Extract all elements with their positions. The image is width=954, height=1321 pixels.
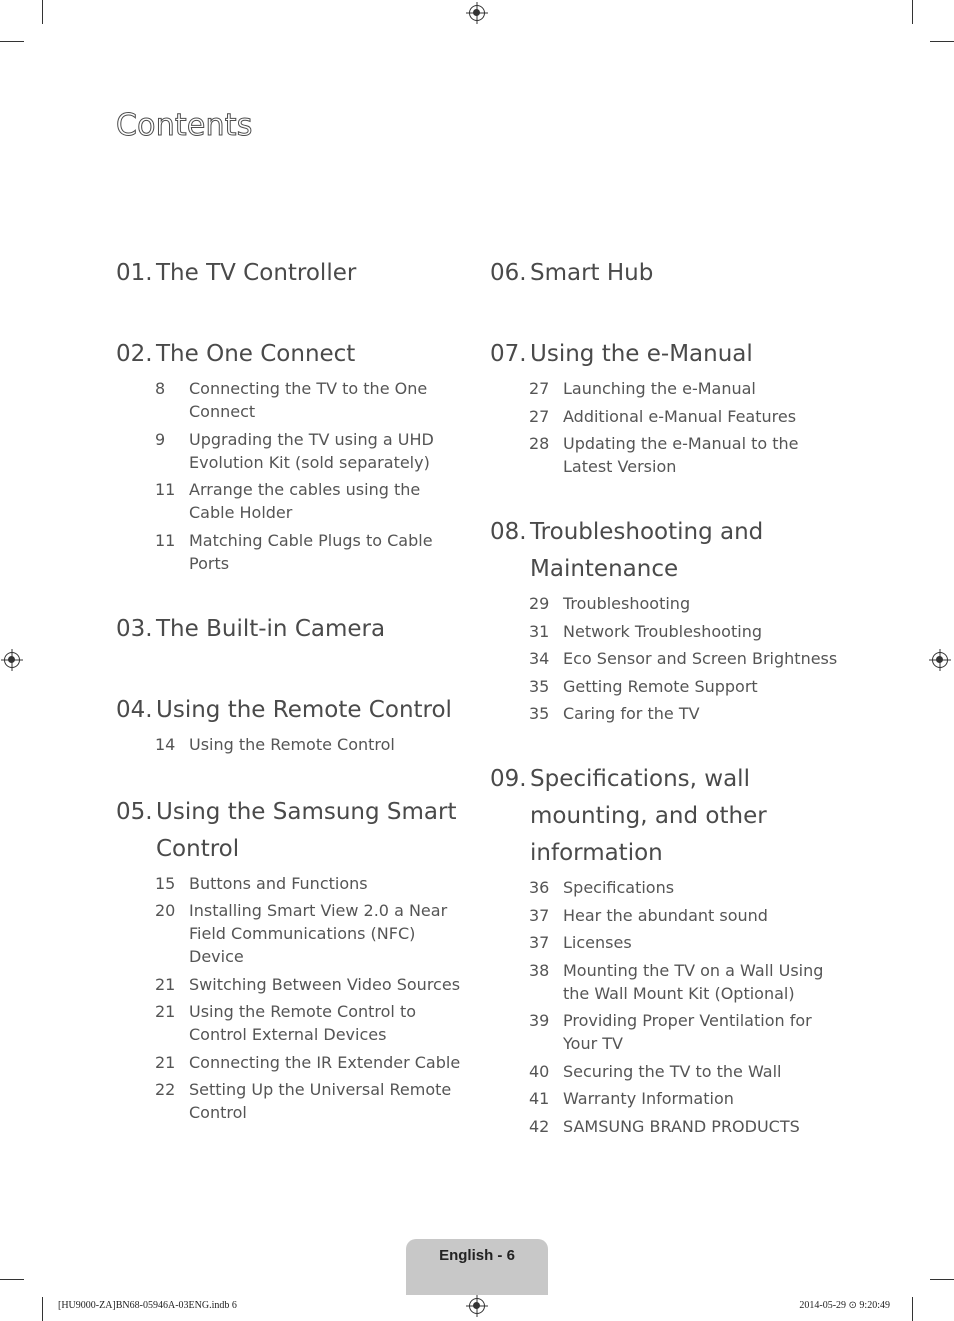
section-number: 02. bbox=[116, 341, 153, 367]
entry-label: Connecting the TV to the One Connect bbox=[189, 379, 428, 421]
section-heading[interactable] bbox=[490, 514, 840, 588]
toc-entry[interactable] bbox=[490, 647, 840, 670]
entry-page: 42 bbox=[529, 1116, 550, 1136]
toc-section bbox=[116, 692, 466, 756]
entry-page: 36 bbox=[529, 878, 550, 897]
entry-label: Matching Cable Plugs to Cable Ports bbox=[189, 530, 433, 573]
entry-page: 31 bbox=[529, 621, 550, 641]
entry-page: 41 bbox=[529, 1089, 550, 1108]
toc-entry[interactable] bbox=[490, 1115, 840, 1138]
toc-entry[interactable] bbox=[116, 377, 466, 423]
entry-label: Connecting the IR Extender Cable bbox=[189, 1052, 461, 1072]
entry-label: Arrange the cables using the Cable Holder bbox=[189, 480, 421, 522]
toc-entry[interactable] bbox=[490, 1060, 840, 1083]
toc-entry[interactable] bbox=[490, 405, 840, 428]
section-title: Using the Remote Control bbox=[156, 696, 452, 723]
toc-entry[interactable] bbox=[116, 1000, 466, 1046]
registration-mark-icon bbox=[4, 652, 20, 668]
section-heading[interactable] bbox=[490, 336, 840, 373]
entry-page: 21 bbox=[155, 1052, 176, 1072]
entry-page: 34 bbox=[529, 649, 550, 668]
entry-page: 9 bbox=[155, 429, 166, 449]
section-heading[interactable] bbox=[116, 336, 466, 373]
entry-page: 14 bbox=[155, 734, 176, 754]
entry-label: Caring for the TV bbox=[563, 704, 700, 723]
crop-mark bbox=[42, 1297, 43, 1321]
toc-entry[interactable] bbox=[116, 872, 466, 895]
entry-label: Troubleshooting bbox=[563, 594, 691, 613]
toc-column-right bbox=[490, 255, 840, 1142]
entry-label: Launching the e-Manual bbox=[563, 379, 756, 398]
page-number-tab: English - 6 bbox=[406, 1239, 548, 1295]
entry-label: Securing the TV to the Wall bbox=[563, 1061, 782, 1081]
section-number: 06. bbox=[490, 260, 527, 286]
section-title: The One Connect bbox=[156, 341, 356, 367]
toc-entry[interactable] bbox=[116, 529, 466, 575]
entry-page: 35 bbox=[529, 676, 550, 696]
crop-mark bbox=[0, 41, 24, 42]
toc-entry[interactable] bbox=[490, 959, 840, 1005]
section-title: Specifications, wall mounting, and other information bbox=[530, 766, 767, 866]
toc-section bbox=[116, 794, 466, 1125]
entry-label: Using the Remote Control to Control External Devices bbox=[189, 1002, 417, 1044]
section-number: 09. bbox=[490, 766, 527, 792]
entry-label: Switching Between Video Sources bbox=[189, 974, 461, 994]
section-title: Using the e-Manual bbox=[530, 341, 753, 367]
section-number: 08. bbox=[490, 519, 527, 545]
entry-label: Specifications bbox=[563, 878, 675, 897]
toc-entry[interactable] bbox=[490, 1009, 840, 1055]
crop-mark bbox=[930, 1279, 954, 1280]
entry-label: Installing Smart View 2.0 a Near Field Communications (NFC) Device bbox=[189, 901, 448, 966]
toc-entry[interactable] bbox=[490, 931, 840, 954]
entry-page: 38 bbox=[529, 960, 550, 980]
entry-page: 40 bbox=[529, 1061, 550, 1081]
toc-entry[interactable] bbox=[490, 592, 840, 615]
entry-label: Licenses bbox=[563, 933, 632, 952]
entry-page: 35 bbox=[529, 704, 550, 723]
toc-section bbox=[490, 336, 840, 478]
entry-page: 37 bbox=[529, 933, 550, 952]
registration-mark-icon bbox=[469, 5, 485, 21]
print-slug-left: [HU9000-ZA]BN68-05946A-03ENG.indb 6 bbox=[58, 1300, 237, 1311]
toc-entry[interactable] bbox=[490, 876, 840, 899]
section-title: Using the Samsung Smart Control bbox=[156, 798, 457, 862]
toc-entry[interactable] bbox=[116, 428, 466, 474]
section-heading[interactable] bbox=[116, 611, 466, 648]
entry-label: Updating the e-Manual to the Latest Version bbox=[563, 434, 799, 476]
page-title: Contents bbox=[116, 108, 253, 143]
crop-mark bbox=[930, 41, 954, 42]
section-heading[interactable] bbox=[116, 794, 466, 868]
toc-entry[interactable] bbox=[490, 675, 840, 698]
entry-page: 27 bbox=[529, 379, 550, 398]
entry-page: 20 bbox=[155, 901, 176, 920]
toc-section bbox=[116, 255, 466, 292]
section-number: 04. bbox=[116, 696, 153, 723]
entry-label: Warranty Information bbox=[563, 1089, 734, 1108]
toc-entry[interactable] bbox=[490, 904, 840, 927]
entry-label: Network Troubleshooting bbox=[563, 621, 762, 641]
entry-label: Getting Remote Support bbox=[563, 676, 758, 696]
toc-column-left bbox=[116, 255, 466, 1129]
entry-page: 37 bbox=[529, 905, 550, 925]
entry-label: Additional e-Manual Features bbox=[563, 406, 797, 426]
entry-page: 8 bbox=[155, 379, 166, 398]
entry-label: Mounting the TV on a Wall Using the Wall Mount Kit (Optional) bbox=[563, 960, 824, 1003]
entry-page: 11 bbox=[155, 480, 176, 499]
entry-page: 11 bbox=[155, 530, 176, 550]
entry-list bbox=[116, 733, 466, 756]
entry-page: 27 bbox=[529, 406, 550, 426]
entry-page: 28 bbox=[529, 434, 550, 453]
entry-list bbox=[116, 872, 466, 1125]
section-heading[interactable] bbox=[116, 692, 466, 729]
toc-entry[interactable] bbox=[490, 377, 840, 400]
toc-entry[interactable] bbox=[116, 1078, 466, 1124]
entry-label: SAMSUNG BRAND PRODUCTS bbox=[563, 1116, 800, 1136]
toc-entry[interactable] bbox=[116, 478, 466, 524]
toc-entry[interactable] bbox=[490, 432, 840, 478]
entry-label: Hear the abundant sound bbox=[563, 905, 768, 925]
toc-entry[interactable] bbox=[116, 733, 466, 756]
section-title: Troubleshooting and Maintenance bbox=[530, 519, 764, 582]
section-title: The Built-in Camera bbox=[156, 615, 386, 642]
section-title: The TV Controller bbox=[156, 260, 357, 286]
crop-mark bbox=[42, 0, 43, 24]
entry-label: Providing Proper Ventilation for Your TV bbox=[563, 1011, 812, 1053]
entry-label: Buttons and Functions bbox=[189, 873, 368, 893]
toc-entry[interactable] bbox=[490, 1087, 840, 1110]
entry-page: 21 bbox=[155, 1002, 176, 1021]
crop-mark bbox=[912, 0, 913, 24]
section-number: 03. bbox=[116, 615, 153, 642]
toc-section bbox=[116, 336, 466, 575]
registration-mark-icon bbox=[469, 1298, 485, 1314]
entry-list bbox=[490, 377, 840, 478]
toc-entry[interactable] bbox=[490, 620, 840, 643]
entry-page: 39 bbox=[529, 1011, 550, 1030]
section-number: 07. bbox=[490, 341, 527, 367]
entry-label: Setting Up the Universal Remote Control bbox=[189, 1080, 452, 1122]
registration-mark-icon bbox=[932, 652, 948, 668]
entry-page: 21 bbox=[155, 974, 176, 994]
entry-page: 22 bbox=[155, 1080, 176, 1099]
section-heading[interactable] bbox=[490, 761, 840, 872]
section-title: Smart Hub bbox=[530, 260, 654, 286]
section-number: 05. bbox=[116, 798, 153, 825]
entry-list bbox=[490, 876, 840, 1138]
toc-entry[interactable] bbox=[116, 899, 466, 968]
entry-page: 15 bbox=[155, 873, 176, 893]
print-slug-right: 2014-05-29 ⊙ 9:20:49 bbox=[799, 1300, 890, 1311]
toc-entry[interactable] bbox=[490, 702, 840, 725]
toc-entry[interactable] bbox=[116, 973, 466, 996]
entry-label: Eco Sensor and Screen Brightness bbox=[563, 649, 838, 668]
entry-label: Upgrading the TV using a UHD Evolution Kit (sold separately) bbox=[189, 429, 434, 472]
toc-entry[interactable] bbox=[116, 1051, 466, 1074]
entry-label: Using the Remote Control bbox=[189, 734, 395, 754]
toc-section bbox=[116, 611, 466, 648]
toc-section bbox=[490, 514, 840, 725]
entry-list bbox=[116, 377, 466, 575]
section-number: 01. bbox=[116, 260, 153, 286]
toc-section bbox=[490, 761, 840, 1138]
entry-page: 29 bbox=[529, 594, 550, 613]
crop-mark bbox=[912, 1297, 913, 1321]
section-heading[interactable] bbox=[116, 255, 466, 292]
toc-section bbox=[490, 255, 840, 292]
entry-list bbox=[490, 592, 840, 725]
section-heading[interactable] bbox=[490, 255, 840, 292]
crop-mark bbox=[0, 1279, 24, 1280]
